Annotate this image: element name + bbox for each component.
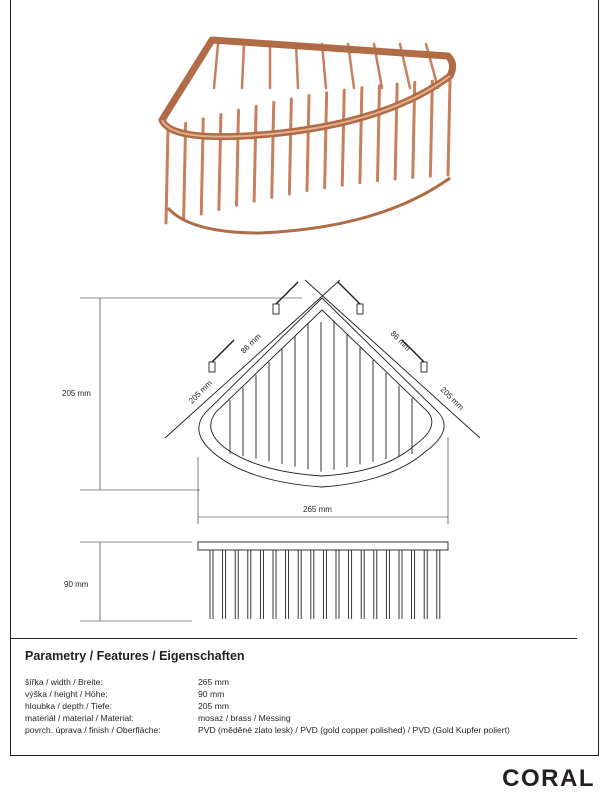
spec-value: PVD (měděné zlato lesk) / PVD (gold copper polished) / PVD (Gold Kupfer poliert) (198, 725, 510, 736)
dim-left-hole-label: 86 mm (239, 331, 263, 356)
dim-right-side-label: 205 mm (438, 385, 466, 412)
features-table (25, 676, 510, 736)
spec-row (25, 724, 510, 736)
spec-value: 90 mm (198, 689, 225, 700)
spec-row (25, 688, 510, 700)
dim-height-label: 205 mm (62, 389, 91, 398)
spec-value: 265 mm (198, 677, 230, 687)
spec-label: povrch. úprava / finish / Oberfläche: (25, 725, 161, 736)
spec-label: výška / height / Höhe: (25, 689, 108, 700)
spec-label: materiál / material / Material: (25, 713, 134, 724)
features-heading: Parametry / Features / Eigenschaften (25, 649, 245, 663)
spec-row (25, 676, 510, 688)
spec-label: hloubka / depth / Tiefe: (25, 701, 112, 712)
dim-right-hole-label: 86 mm (388, 329, 413, 353)
dim-width-label: 265 mm (303, 505, 332, 514)
section-divider (10, 638, 577, 639)
product-photo (150, 28, 465, 248)
technical-drawing (60, 262, 520, 632)
spec-value: 205 mm (198, 701, 230, 712)
spec-label: šířka / width / Breite: (25, 677, 103, 687)
dim-left-side-label: 205 mm (187, 378, 214, 406)
brand-logo: CORAL (502, 765, 595, 792)
spec-row (25, 712, 510, 724)
spec-value: mosaz / brass / Messing (198, 713, 291, 724)
dim-side-height-label: 90 mm (64, 580, 89, 589)
spec-row (25, 700, 510, 712)
